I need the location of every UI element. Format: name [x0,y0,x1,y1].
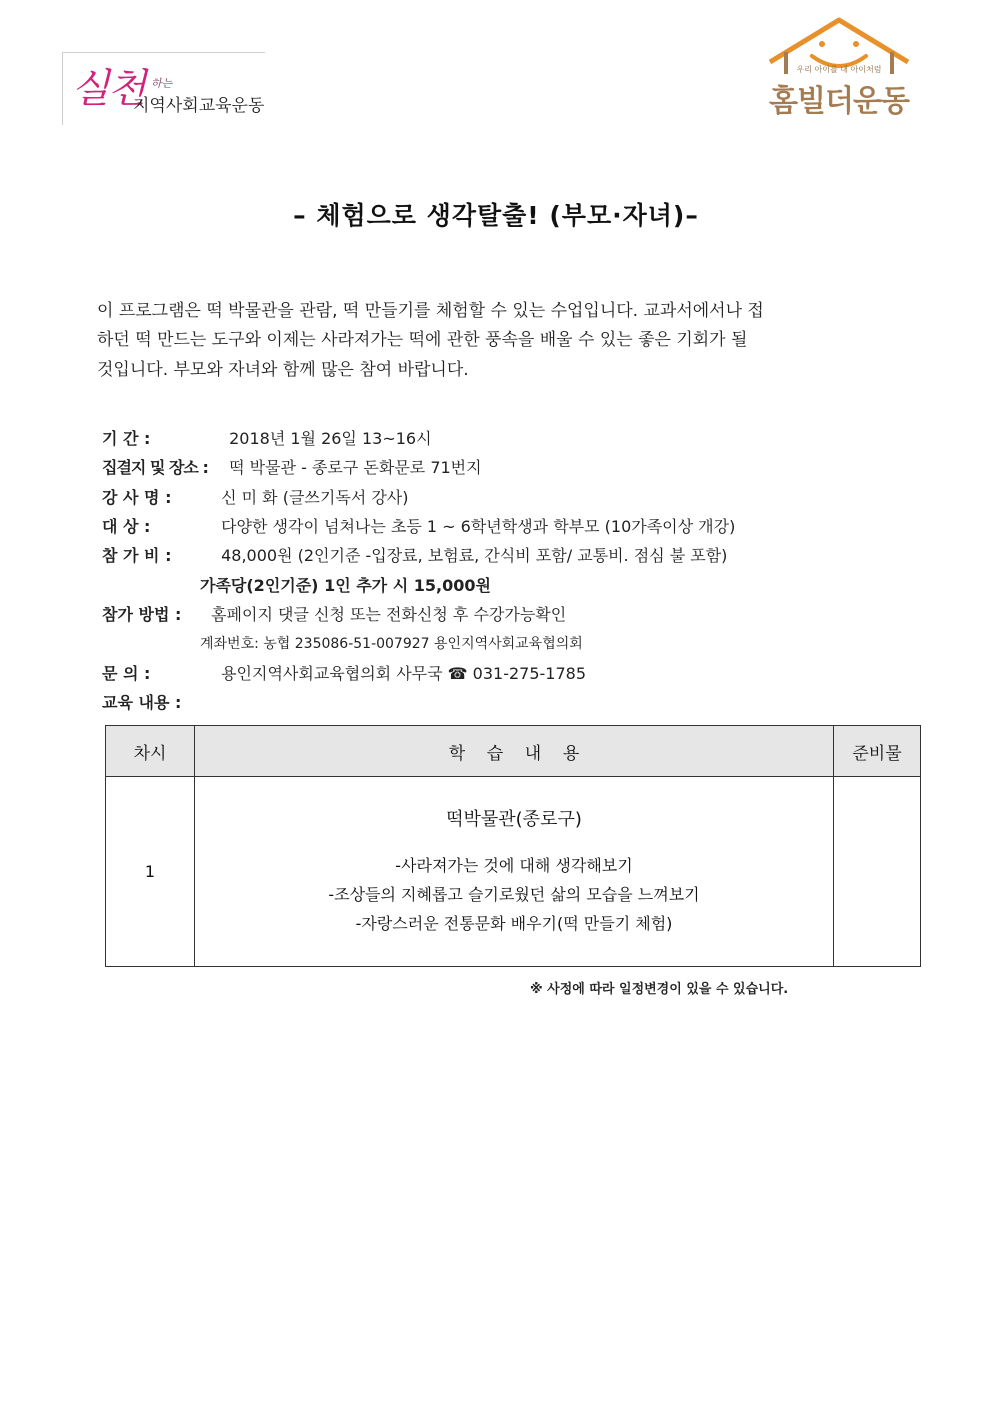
contact-row [102,660,586,688]
header-materials: 준비물 [834,726,921,777]
instructor-value: 신 미 화 (글쓰기독서 강사) [221,488,409,507]
content-cell [195,777,834,967]
period-row [102,425,432,453]
intro-line-2: 하던 떡 만드는 도구와 이제는 사라져가는 떡에 관한 풍속을 배울 수 있는 좋은 기회가 될 [97,330,748,350]
table-header-row [106,726,921,777]
content-line: -자랑스러운 전통문화 배우기(떡 만들기 체험) [355,914,673,933]
table-row [106,777,921,967]
intro-line-3: 것입니다. 부모와 자녀와 함께 많은 참여 바랍니다. [97,360,469,380]
left-logo [62,52,265,125]
fee-extra: 가족당(2인기준) 1인 추가 시 15,000원 [200,576,491,595]
content-line: -사라져가는 것에 대해 생각해보기 [395,856,633,875]
logo-org-text: 지역사회교육운동 [133,96,265,116]
method-label: 참가 방법 : [102,605,182,624]
method-row [102,601,566,629]
logo-slogan: 우리 아이를 내 아이처럼 [796,65,882,74]
meeting-label: 집결지 및 장소 : [102,458,208,477]
fee-row [102,542,727,570]
materials-cell [834,777,921,967]
target-row [102,513,735,541]
meeting-value: 떡 박물관 - 종로구 돈화문로 71번지 [229,458,482,477]
period-value: 2018년 1월 26일 13~16시 [229,429,432,448]
target-value: 다양한 생각이 넘쳐나는 초등 1 ~ 6학년학생과 학부모 (10가족이상 개강) [221,517,736,536]
logo-name: 홈빌더운동 [769,84,909,119]
method-value: 홈페이지 댓글 신청 또는 전화신청 후 수강가능확인 [211,605,567,624]
fee-value: 48,000원 (2인기준 -입장료, 보험료, 간식비 포함/ 교통비. 점심 불 포함) [221,546,728,565]
contact-value: 용인지역사회교육협의회 사무국 ☎ 031-275-1785 [221,664,587,683]
contact-label: 문 의 : [102,664,151,683]
content-label: 교육 내용 : [102,693,182,712]
page-title: – 체험으로 생각탈출! (부모·자녀)– [293,201,699,230]
target-label: 대 상 : [102,517,151,536]
content-line: -조상들의 지혜롭고 슬기로웠던 삶의 모습을 느껴보기 [328,885,700,904]
schedule-notice: ※ 사정에 따라 일정변경이 있을 수 있습니다. [530,982,789,997]
intro-line-1: 이 프로그램은 떡 박물관을 관람, 떡 만들기를 체험할 수 있는 수업입니다. 교과서에서나 접 [97,301,764,321]
header-session: 차시 [106,726,195,777]
period-label: 기 간 : [102,429,151,448]
logo-script-text: 실천 [71,66,145,112]
content-title: 떡박물관(종로구) [446,809,582,830]
logo-small-text: 하는 [151,77,173,90]
fee-label: 참 가 비 : [102,546,172,565]
instructor-row [102,484,408,512]
header-content: 학 습 내 용 [195,726,834,777]
content-label-row [102,689,181,717]
account-info: 계좌번호: 농협 235086-51-007927 용인지역사회교육협의회 [200,636,583,652]
right-logo [764,14,914,130]
instructor-label: 강 사 명 : [102,488,172,507]
session-cell: 1 [106,777,195,967]
meeting-row [102,454,482,482]
curriculum-table [105,725,921,967]
